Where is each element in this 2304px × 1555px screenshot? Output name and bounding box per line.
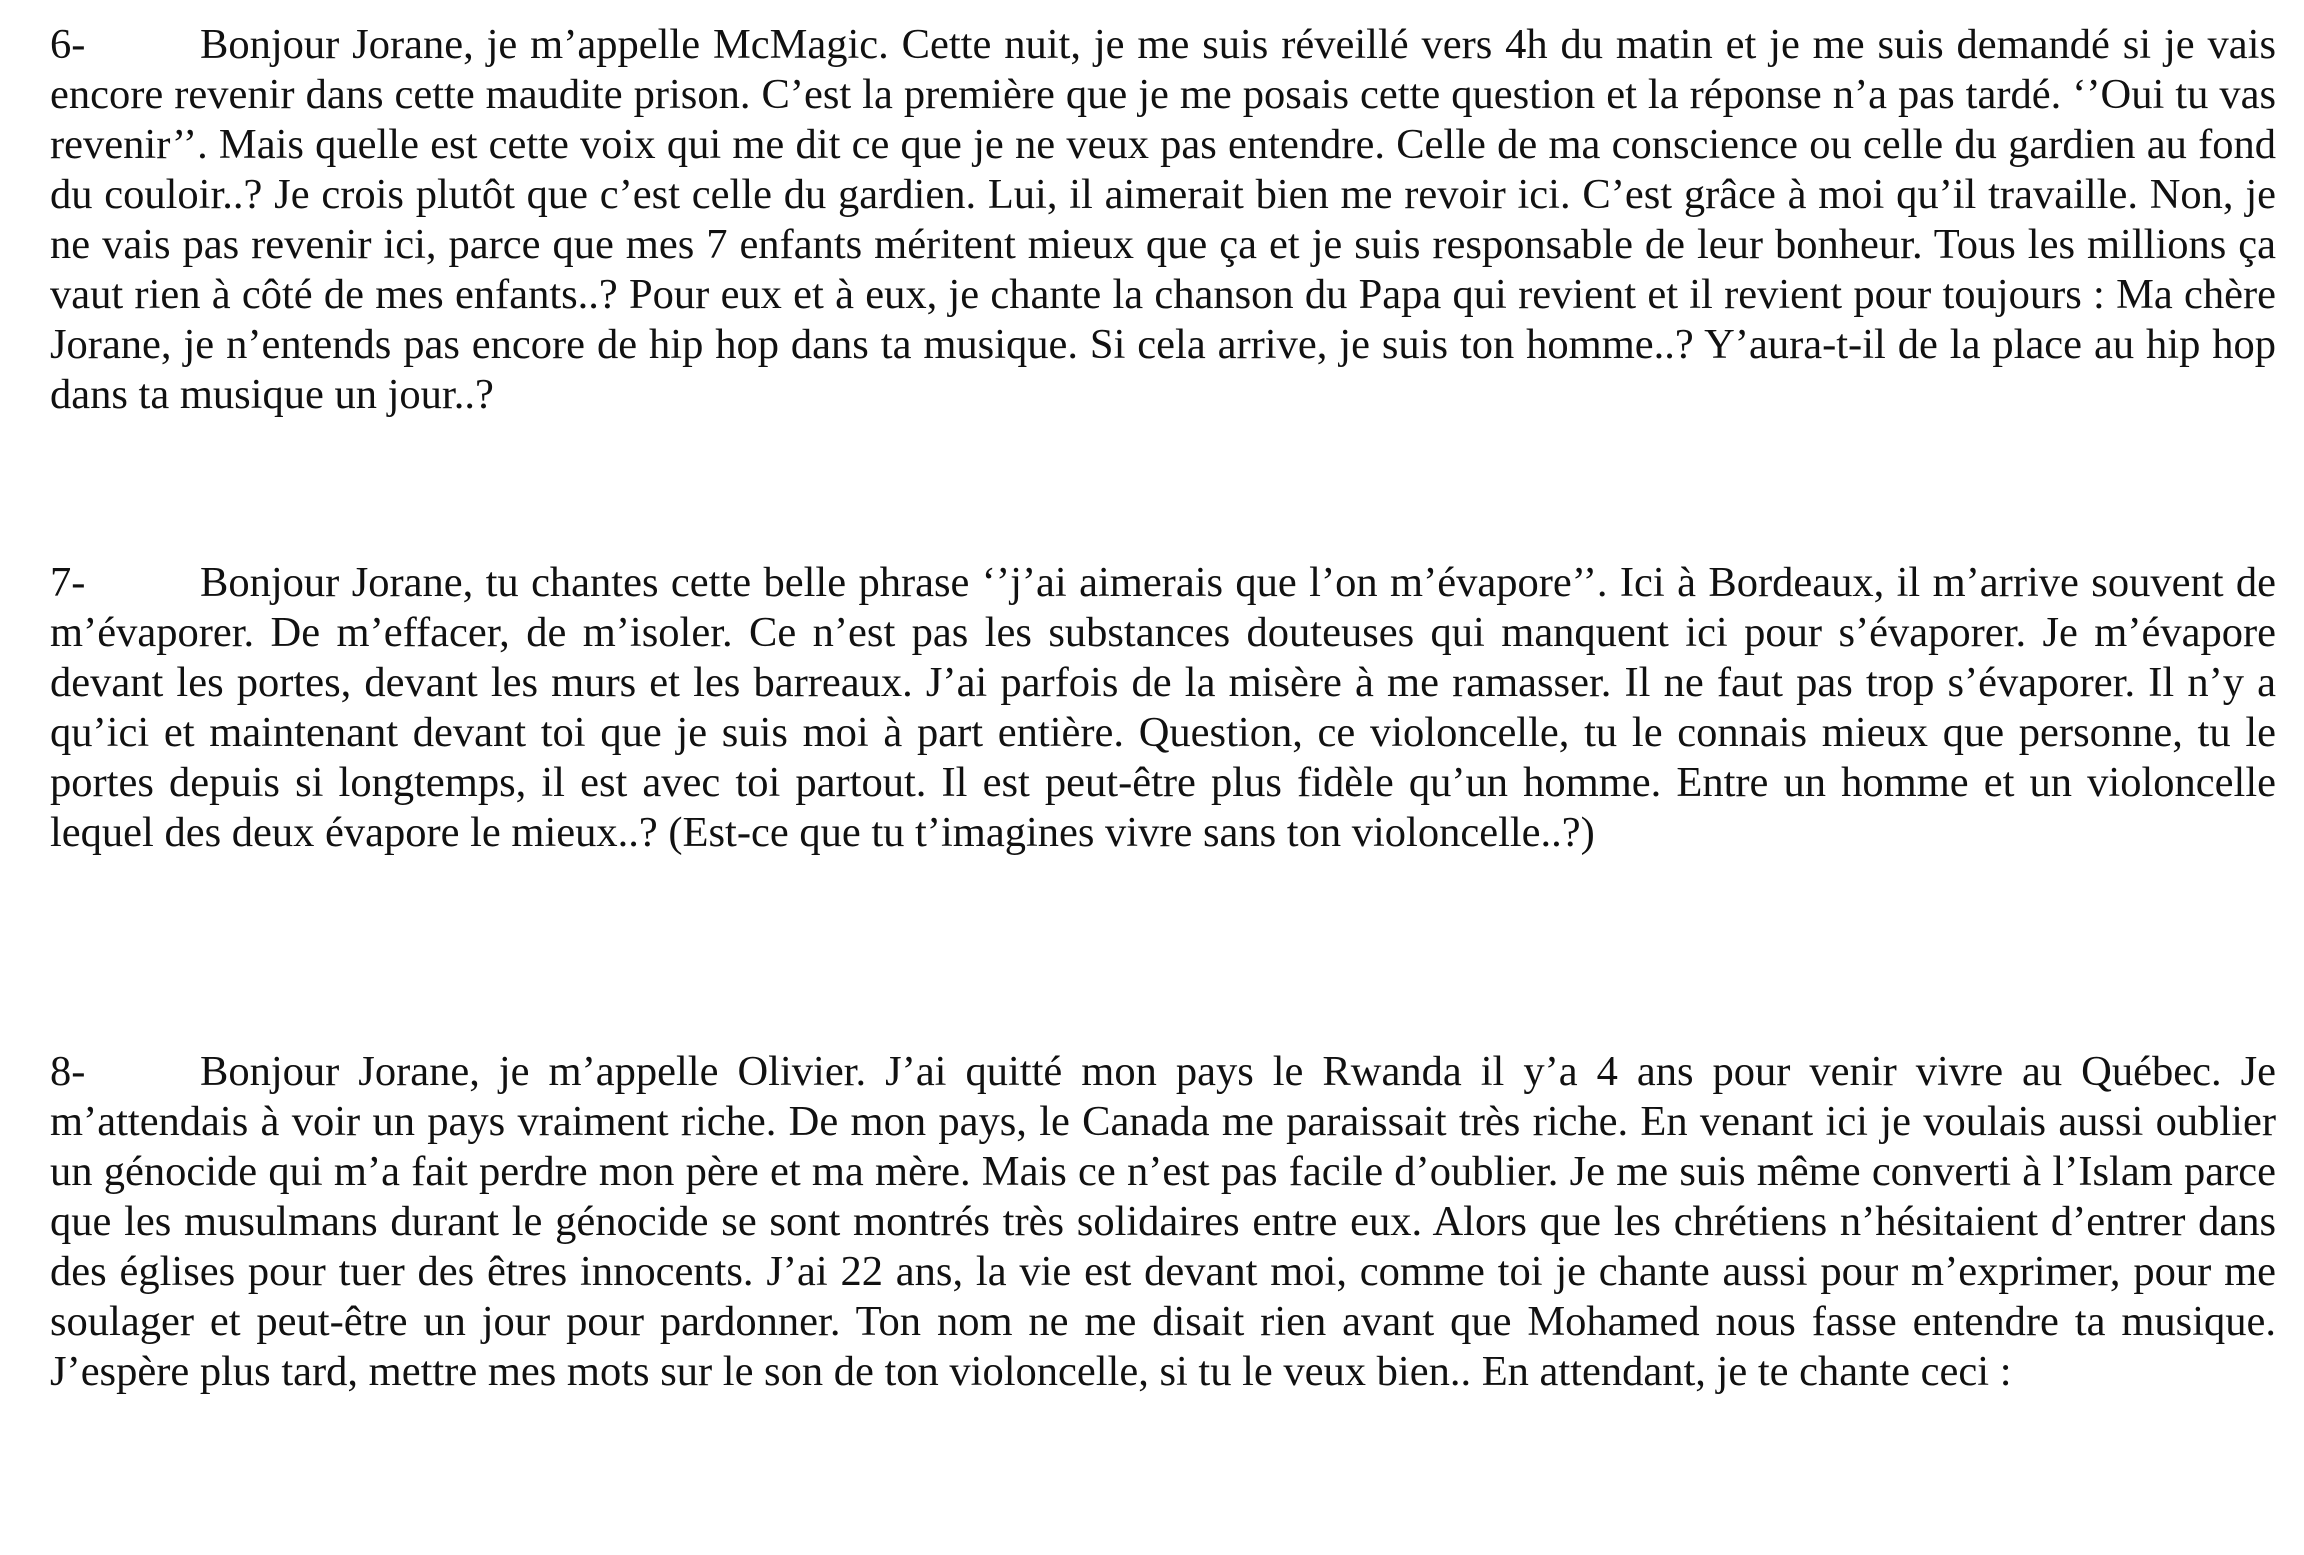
paragraph-6 xyxy=(50,20,2276,420)
paragraph-7 xyxy=(50,558,2276,858)
paragraph-number: 8- xyxy=(50,1048,86,1095)
paragraph-number: 7- xyxy=(50,559,86,606)
paragraph-text: Bonjour Jorane, tu chantes cette belle phrase ‘’j’ai aimerais que l’on m’évapore’’. Ici à Bordeaux, il m’arrive souvent de m’évaporer. De m’effacer, de m’isoler. Ce n’est pas les substances douteuses qui manquent ici pour s’évaporer. Je m’évapore devant les portes, devant les murs et les barreaux. J’ai parfois de la misère à me ramasser. Il ne faut pas trop s’évaporer. Il n’y a qu’ici et maintenant devant toi que je suis moi à part entière. Question, ce violoncelle, tu le connais mieux que personne, tu le portes depuis si longtemps, il est avec toi partout. Il est peut-être plus fidèle qu’un homme. Entre un homme et un violoncelle lequel des deux évapore le mieux..? (Est-ce que tu t’imagines vivre sans ton violoncelle..?) xyxy=(50,559,2276,856)
paragraph-text: Bonjour Jorane, je m’appelle McMagic. Cette nuit, je me suis réveillé vers 4h du matin et je me suis demandé si je vais encore revenir dans cette maudite prison. C’est la première que je me posais cette question et la réponse n’a pas tardé. ‘’Oui tu vas revenir’’. Mais quelle est cette voix qui me dit ce que je ne veux pas entendre. Celle de ma conscience ou celle du gardien au fond du couloir..? Je crois plutôt que c’est celle du gardien. Lui, il aimerait bien me revoir ici. C’est grâce à moi qu’il travaille. Non, je ne vais pas revenir ici, parce que mes 7 enfants méritent mieux que ça et je suis responsable de leur bonheur. Tous les millions ça vaut rien à côté de mes enfants..? Pour eux et à eux, je chante la chanson du Papa qui revient et il revient pour toujours : Ma chère Jorane, je n’entends pas encore de hip hop dans ta musique. Si cela arrive, je suis ton homme..? Y’aura-t-il de la place au hip hop dans ta musique un jour..? xyxy=(50,21,2276,418)
paragraph-8 xyxy=(50,1047,2276,1397)
paragraph-number: 6- xyxy=(50,21,86,68)
paragraph-text: Bonjour Jorane, je m’appelle Olivier. J’ai quitté mon pays le Rwanda il y’a 4 ans pour venir vivre au Québec. Je m’attendais à voir un pays vraiment riche. De mon pays, le Canada me paraissait très riche. En venant ici je voulais aussi oublier un génocide qui m’a fait perdre mon père et ma mère. Mais ce n’est pas facile d’oublier. Je me suis même converti à l’Islam parce que les musulmans durant le génocide se sont montrés très solidaires entre eux. Alors que les chrétiens n’hésitaient d’entrer dans des églises pour tuer des êtres innocents. J’ai 22 ans, la vie est devant moi, comme toi je chante aussi pour m’exprimer, pour me soulager et peut-être un jour pour pardonner. Ton nom ne me disait rien avant que Mohamed nous fasse entendre ta musique. J’espère plus tard, mettre mes mots sur le son de ton violoncelle, si tu le veux bien.. En attendant, je te chante ceci : xyxy=(50,1048,2276,1395)
